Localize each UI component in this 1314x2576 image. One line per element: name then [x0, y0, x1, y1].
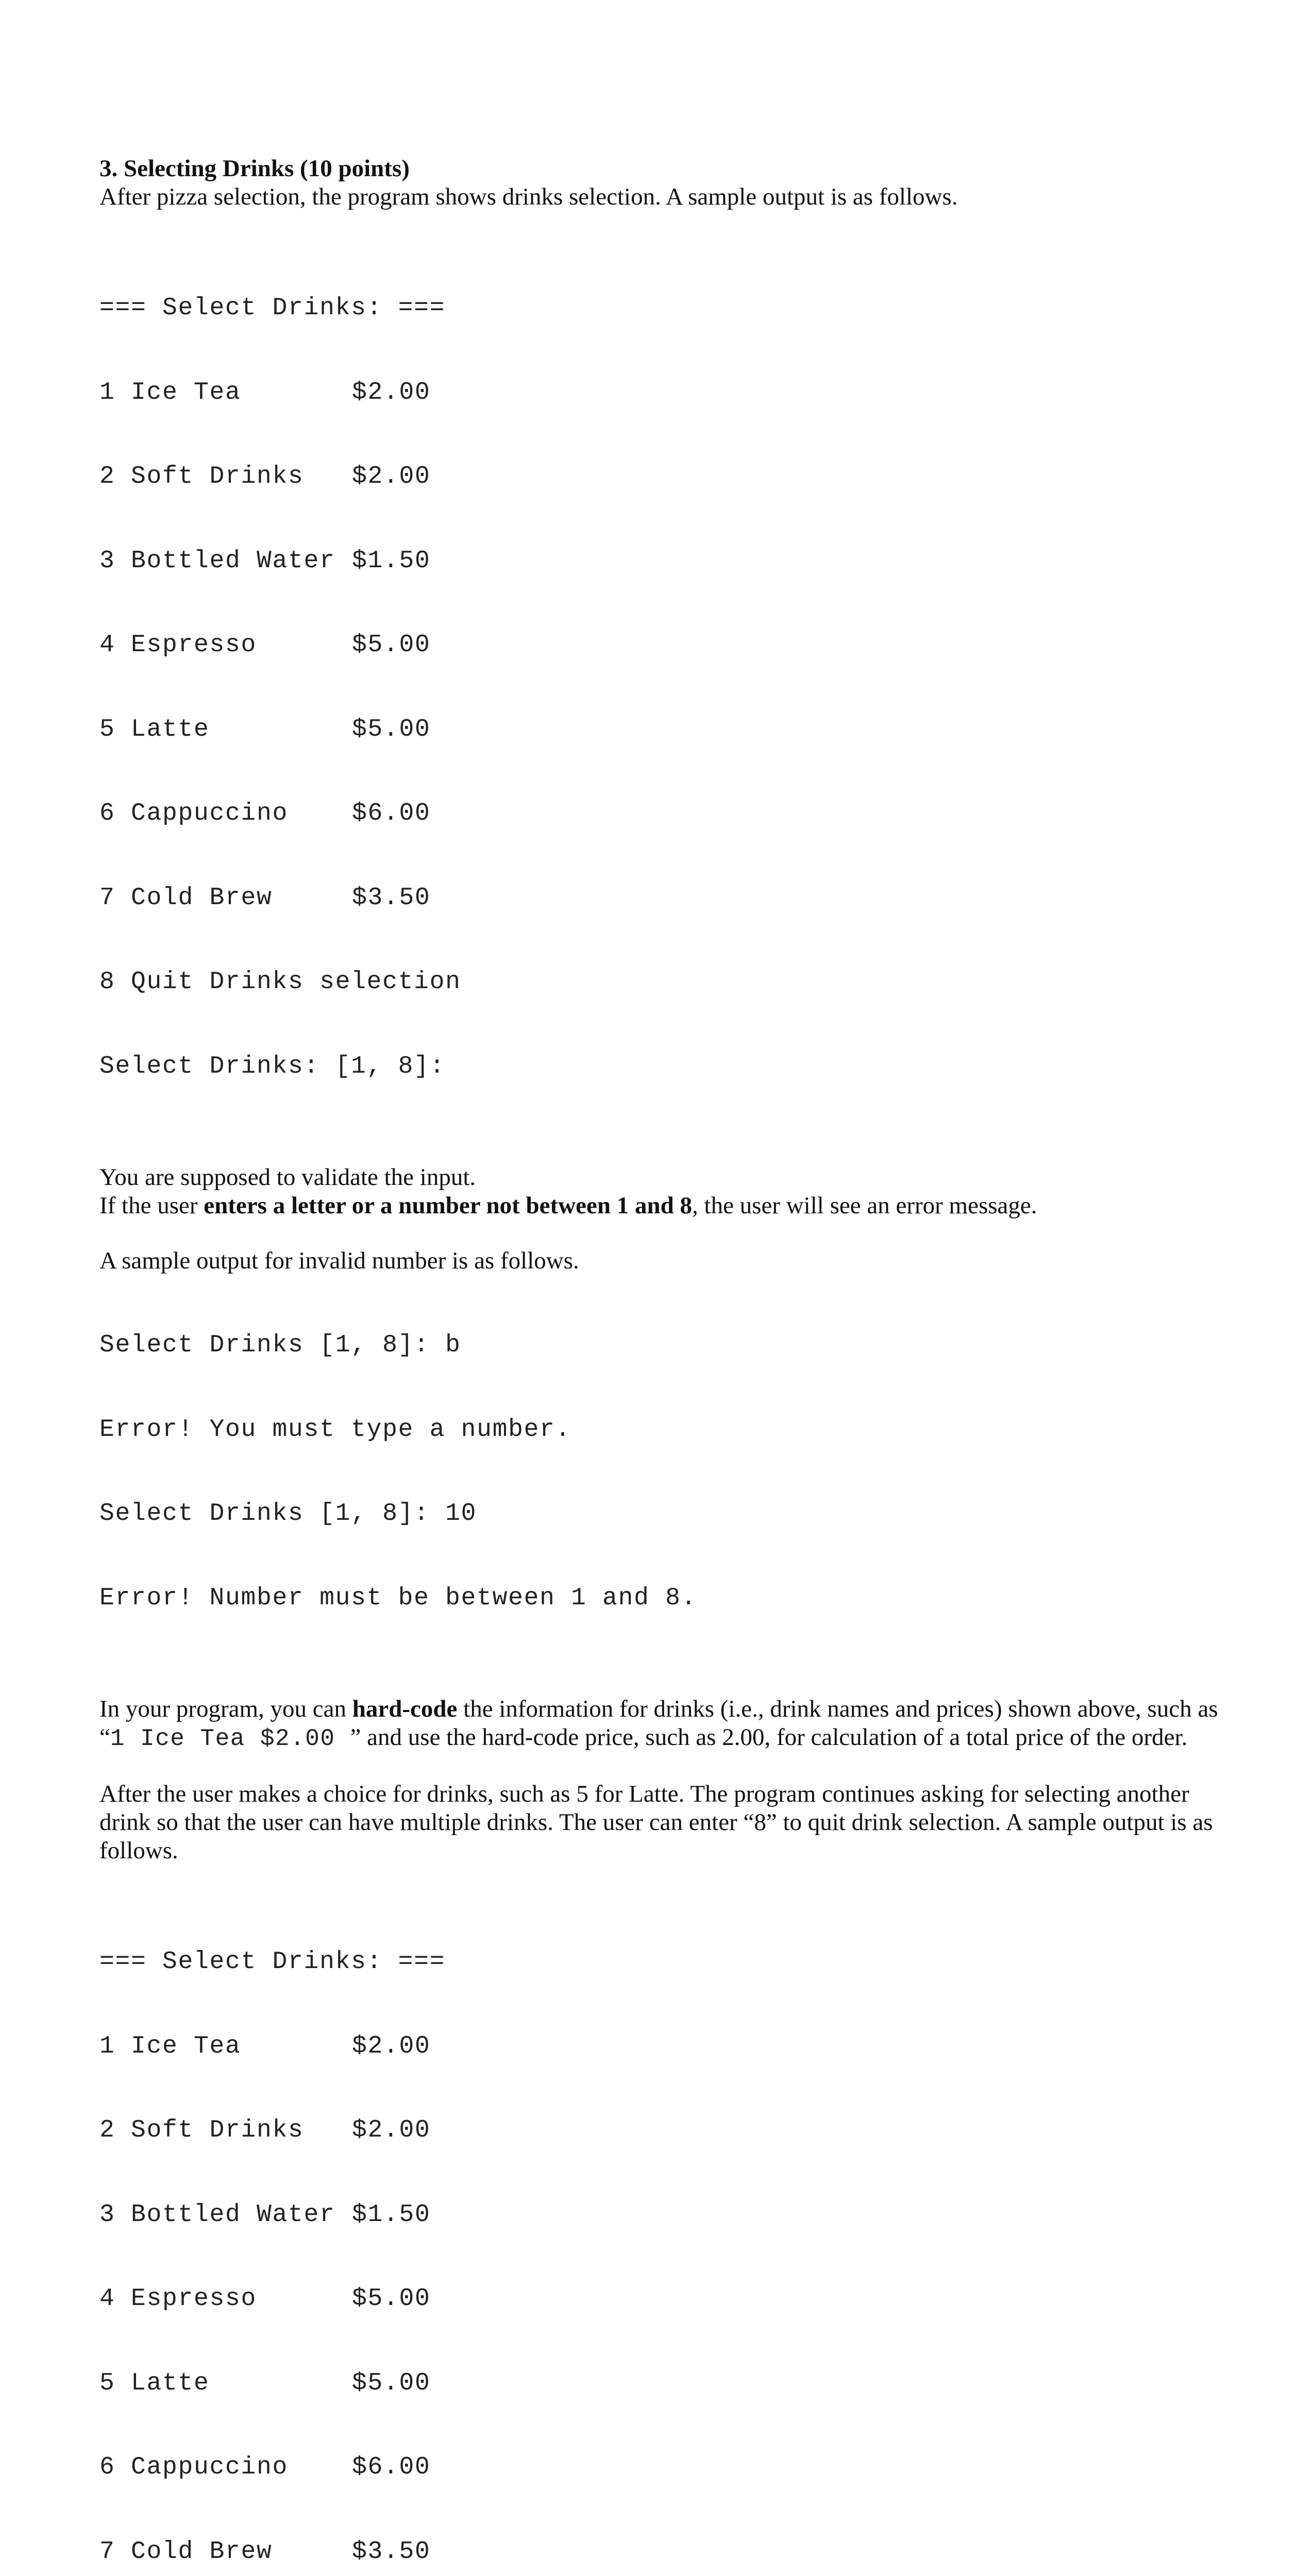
menu-item-price: $6.00 — [352, 2453, 431, 2481]
menu-item-name: 3 Bottled Water — [99, 2200, 335, 2229]
menu-item-price: $1.50 — [352, 547, 431, 575]
validation-line-2 — [99, 1192, 1274, 1220]
drinks-menu-sample-2 — [99, 1892, 1274, 2576]
menu-item-name: 3 Bottled Water — [99, 547, 335, 575]
menu-item — [99, 379, 1274, 407]
menu-item-price: $5.00 — [352, 2369, 431, 2397]
continue-line-1: After the user makes a choice for drinks, such as 5 for Latte. The program continues asking for selecting another — [99, 1781, 1189, 1807]
menu-item — [99, 2201, 1274, 2229]
hardcode-post: the information for drinks (i.e., drink names and prices) shown above, such as — [457, 1696, 1218, 1722]
menu-item-price: $5.00 — [352, 631, 431, 659]
hardcode-code-sample: 1 Ice Tea $2.00 — [110, 1725, 350, 1752]
output-line: Error! You must type a number. — [99, 1415, 571, 1444]
menu-item — [99, 463, 1274, 491]
menu-item — [99, 547, 1274, 575]
menu-item-price: $6.00 — [352, 800, 431, 827]
menu-item-price: $5.00 — [352, 2285, 431, 2313]
menu-item — [99, 631, 1274, 659]
menu-item — [99, 2116, 1274, 2145]
menu-item-name: 4 Espresso — [99, 2285, 257, 2313]
continue-paragraph — [99, 1780, 1274, 1865]
menu-item-name: 6 Cappuccino — [99, 2453, 289, 2481]
output-line: Error! Number must be between 1 and 8. — [99, 1584, 697, 1612]
section-heading: 3. Selecting Drinks (10 points) — [99, 155, 410, 182]
menu-item-name: 5 Latte — [99, 2369, 210, 2397]
drinks-menu-sample-1 — [99, 238, 1274, 1137]
invalid-sample-intro: A sample output for invalid number is as follows. — [99, 1247, 579, 1274]
menu-item-name: 7 Cold Brew — [99, 884, 273, 912]
section-intro: After pizza selection, the program shows drinks selection. A sample output is as follows. — [99, 183, 958, 210]
menu-quit-option: 8 Quit Drinks selection — [99, 968, 461, 996]
validation-text-pre: If the user — [99, 1192, 204, 1219]
quote-close: ” — [350, 1724, 361, 1751]
menu-item — [99, 884, 1274, 912]
menu-item-name: 2 Soft Drinks — [99, 463, 304, 490]
menu-item — [99, 2285, 1274, 2313]
menu-item-price: $2.00 — [352, 2116, 431, 2144]
validation-text-post: , the user will see an error message. — [692, 1192, 1037, 1219]
menu-item-name: 7 Cold Brew — [99, 2537, 273, 2566]
menu-item-price: $5.00 — [352, 715, 431, 743]
document-page — [99, 155, 1274, 2576]
menu-item-name: 2 Soft Drinks — [99, 2116, 304, 2144]
menu-item-name: 6 Cappuccino — [99, 800, 289, 827]
menu-item — [99, 2369, 1274, 2398]
menu-item-price: $2.00 — [352, 378, 431, 406]
menu-item-price: $3.50 — [352, 884, 431, 912]
output-line: Select Drinks [1, 8]: 10 — [99, 1500, 477, 1528]
menu-item-price: $3.50 — [352, 2537, 431, 2566]
quote-open: “ — [99, 1724, 110, 1751]
invalid-sample-output — [99, 1275, 1274, 1668]
validation-line-1: You are supposed to validate the input. — [99, 1164, 476, 1191]
menu-item-price: $1.50 — [352, 2200, 431, 2229]
menu-item-name: 1 Ice Tea — [99, 2032, 241, 2060]
menu-item-name: 4 Espresso — [99, 631, 257, 659]
continue-line-2: drink so that the user can have multiple drinks. The user can enter “8” to quit drink selection. A sample output is as — [99, 1809, 1213, 1836]
output-line: Select Drinks [1, 8]: b — [99, 1331, 461, 1359]
menu-item-name: 5 Latte — [99, 715, 210, 743]
menu-item — [99, 2032, 1274, 2061]
menu-header: === Select Drinks: === — [99, 1948, 446, 1976]
hardcode-bold: hard-code — [352, 1696, 458, 1722]
menu-prompt: Select Drinks: [1, 8]: — [99, 1052, 446, 1080]
continue-line-3: follows. — [99, 1837, 178, 1864]
menu-item-price: $2.00 — [352, 2032, 431, 2060]
menu-item — [99, 2453, 1274, 2482]
menu-item — [99, 800, 1274, 828]
hardcode-paragraph — [99, 1695, 1274, 1753]
menu-item — [99, 716, 1274, 744]
validation-text-bold: enters a letter or a number not between 1 and 8 — [204, 1192, 693, 1219]
hardcode-pre: In your program, you can — [99, 1696, 352, 1722]
menu-item-name: 1 Ice Tea — [99, 378, 241, 406]
menu-item — [99, 2538, 1274, 2566]
menu-header: === Select Drinks: === — [99, 294, 446, 322]
menu-item-price: $2.00 — [352, 463, 431, 490]
hardcode-rest: and use the hard-code price, such as 2.00, for calculation of a total price of the order. — [361, 1724, 1188, 1751]
